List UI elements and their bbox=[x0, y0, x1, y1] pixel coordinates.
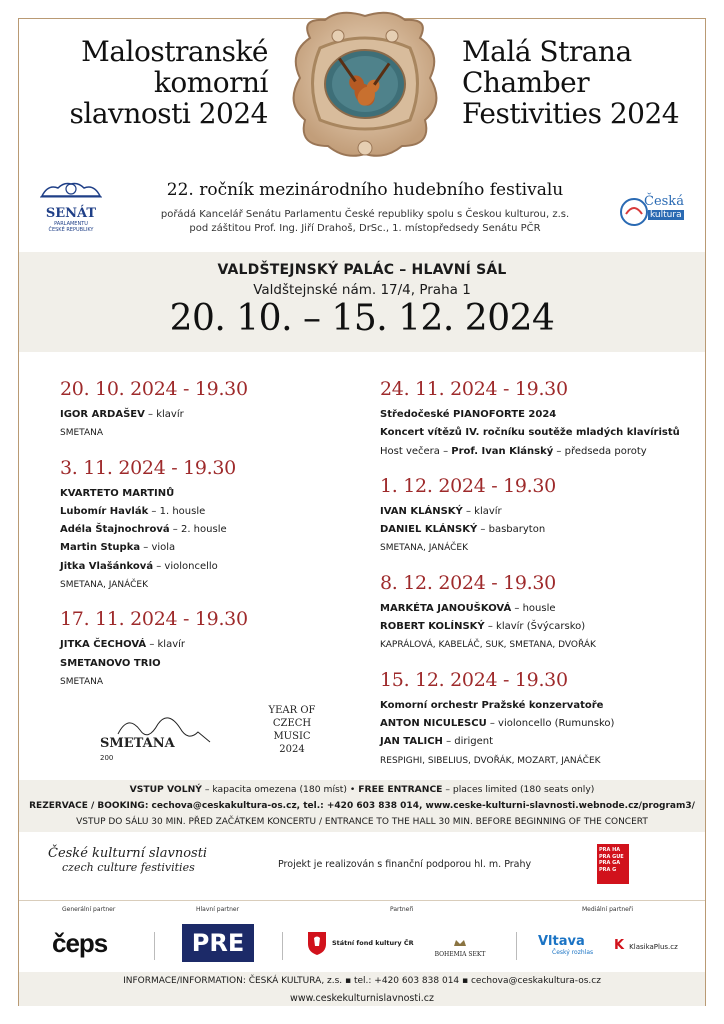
footer-website-link[interactable]: www.ceskekulturnislavnosti.cz bbox=[290, 993, 434, 1004]
concert-composers: SMETANA bbox=[60, 428, 104, 439]
festival-dates: 20. 10. – 15. 12. 2024 bbox=[169, 298, 555, 339]
festival-title-en: Malá Strana Chamber Festivities 2024 bbox=[462, 35, 680, 130]
partner-separator-2 bbox=[282, 932, 283, 960]
concert-performer: Adéla Štajnochrová – 2. housle bbox=[60, 524, 227, 536]
concert-entry bbox=[60, 456, 390, 595]
smetana-word: SMETANA bbox=[100, 736, 175, 751]
partner-separator-1 bbox=[154, 932, 155, 960]
partners-divider bbox=[19, 900, 705, 901]
klasika-mark-icon: K bbox=[614, 938, 625, 953]
smetana-200-logo bbox=[88, 712, 218, 770]
concert-date: 15. 12. 2024 - 19.30 bbox=[380, 668, 568, 691]
concert-date: 3. 11. 2024 - 19.30 bbox=[60, 456, 236, 479]
bohemia-text: BOHEMIA SEKT bbox=[434, 951, 486, 958]
concert-performer: Jitka Vlašánková – violoncello bbox=[60, 560, 218, 572]
general-partner-label: Generální partner bbox=[62, 906, 116, 913]
concert-entry bbox=[380, 571, 710, 655]
ceska-kultura-logo bbox=[618, 188, 684, 234]
concert-performer: JAN TALICH – dirigent bbox=[380, 736, 494, 748]
shield-icon bbox=[306, 930, 328, 956]
concert-performer: Martin Stupka – viola bbox=[60, 542, 176, 554]
concert-date: 1. 12. 2024 - 19.30 bbox=[380, 474, 556, 497]
praha-logo: PRA HA PRA GUE PRA GA PRA G bbox=[597, 844, 629, 884]
concert-entry bbox=[60, 607, 390, 691]
vltava-sub: Český rozhlas bbox=[552, 949, 594, 956]
senat-word: SENÁT bbox=[45, 206, 97, 221]
concert-date: 24. 11. 2024 - 19.30 bbox=[380, 378, 568, 400]
concert-date: 17. 11. 2024 - 19.30 bbox=[60, 608, 248, 631]
concert-performer: KVARTETO MARTINŮ bbox=[60, 487, 175, 499]
concert-date: 8. 12. 2024 - 19.30 bbox=[380, 571, 556, 594]
venue-name: VALDŠTEJNSKÝ PALÁC – HLAVNÍ SÁL bbox=[217, 262, 507, 278]
entrance-info: VSTUP VOLNÝ – kapacita omezena (180 míst) • FREE ENTRANCE – places limited (180 seats only) bbox=[129, 784, 595, 795]
bohemia-sekt-logo bbox=[432, 932, 488, 958]
concerts-left-column bbox=[60, 377, 390, 704]
pre-logo: PRE bbox=[182, 924, 254, 962]
concert-performer: IVAN KLÁNSKÝ – klavír bbox=[380, 505, 502, 517]
lion-emblem-icon bbox=[34, 178, 108, 200]
concert-performer: IGOR ARDAŠEV – klavír bbox=[60, 409, 184, 420]
year-line-3: MUSIC bbox=[273, 731, 311, 742]
klasikaplus-logo bbox=[614, 934, 678, 953]
ck-word-2: kultura bbox=[650, 210, 682, 220]
concert-performer: Koncert vítězů IV. ročníku soutěže mladých klavíristů bbox=[380, 427, 680, 439]
concert-performer: Host večera – Prof. Ivan Klánský – předseda poroty bbox=[380, 445, 647, 457]
concert-performer: ROBERT KOLÍNSKÝ – klavír (Švýcarsko) bbox=[380, 621, 586, 633]
concert-performer: MARKÉTA JANOUŠKOVÁ – housle bbox=[380, 602, 556, 614]
vltava-text: Vltava bbox=[538, 934, 585, 949]
concert-performer: SMETANOVO TRIO bbox=[60, 657, 161, 669]
senat-logo bbox=[34, 178, 108, 240]
ceps-logo: čeps bbox=[52, 928, 108, 958]
cks-line-1: České kulturní slavnosti bbox=[48, 846, 208, 861]
sfk-logo bbox=[306, 930, 414, 960]
concert-date: 20. 10. 2024 - 19.30 bbox=[60, 378, 248, 400]
concert-composers: SMETANA bbox=[60, 676, 104, 687]
concert-entry bbox=[380, 377, 710, 461]
concert-composers: SMETANA, JANÁČEK bbox=[60, 580, 148, 591]
media-partners-label: Mediální partneři bbox=[582, 906, 633, 913]
senat-sub-2: ČESKÉ REPUBLIKY bbox=[48, 227, 94, 233]
concert-performer: DANIEL KLÁNSKÝ – basbaryton bbox=[380, 524, 546, 536]
concert-performer: Komorní orchestr Pražské konzervatoře bbox=[380, 699, 604, 711]
concert-entry bbox=[380, 474, 710, 558]
partners-label: Partneři bbox=[390, 906, 414, 913]
year-of-czech-music-logo bbox=[252, 704, 332, 768]
smetana-num: 200 bbox=[100, 754, 114, 762]
year-line-2: CZECH bbox=[272, 718, 312, 729]
concert-composers: KAPRÁLOVÁ, KABELÁČ, SUK, SMETANA, DVOŘÁK bbox=[380, 640, 596, 651]
footer-contact: INFORMACE/INFORMATION: ČESKÁ KULTURA, z.s. ▪ tel.: +420 603 838 014 ▪ cechova@ceskakultura-os.cz bbox=[123, 976, 601, 986]
concert-entry bbox=[380, 668, 710, 770]
festival-subtitle: 22. ročník mezinárodního hudebního festivalu bbox=[166, 180, 564, 200]
prague-support-text: Projekt je realizován s finanční podporou hl. m. Prahy bbox=[278, 859, 532, 870]
ceske-kulturni-slavnosti-logo bbox=[48, 846, 218, 886]
main-partner-label: Hlavní partner bbox=[196, 906, 240, 913]
concert-entry bbox=[60, 377, 390, 443]
entrance-time-info: VSTUP DO SÁLU 30 MIN. PŘED ZAČÁTKEM KONCERTU / ENTRANCE TO THE HALL 30 MIN. BEFORE BEGINNING OF THE CONCERT bbox=[76, 817, 648, 827]
concert-composers: SMETANA, JANÁČEK bbox=[380, 543, 468, 554]
concert-performer: Lubomír Havlák – 1. housle bbox=[60, 505, 206, 517]
vltava-logo bbox=[538, 930, 593, 956]
crown-icon bbox=[453, 939, 467, 947]
booking-info: REZERVACE / BOOKING: cechova@ceskakultura-os.cz, tel.: +420 603 838 014, www.ceske-kulturni-slavnosti.webnode.cz/program3/ bbox=[29, 801, 695, 811]
crest-violins-image bbox=[280, 8, 450, 164]
senat-sub-1: PARLAMENTU bbox=[54, 221, 88, 227]
concert-composers: RESPIGHI, SIBELIUS, DVOŘÁK, MOZART, JANÁČEK bbox=[380, 755, 601, 766]
venue-address: Valdštejnské nám. 17/4, Praha 1 bbox=[253, 282, 471, 298]
cks-line-2: czech culture festivities bbox=[62, 861, 195, 874]
concerts-right-column bbox=[380, 377, 710, 783]
concert-performer: ANTON NICULESCU – violoncello (Rumunsko) bbox=[380, 717, 615, 729]
ck-word-1: Česká bbox=[644, 194, 684, 209]
year-line-4: 2024 bbox=[279, 744, 305, 755]
year-line-1: YEAR OF bbox=[268, 705, 316, 716]
festival-title-cz: Malostranské komorní slavnosti 2024 bbox=[69, 35, 268, 130]
partner-separator-3 bbox=[516, 932, 517, 960]
organizer-text: pořádá Kancelář Senátu Parlamentu České republiky spolu s Českou kulturou, z.s. pod záštitou Prof. Ing. Jiří Drahoš, DrSc., 1. místopředsedy Senátu PČR bbox=[160, 209, 570, 234]
klasika-text: KlasikaPlus.cz bbox=[629, 943, 678, 951]
concert-performer: JITKA ČECHOVÁ – klavír bbox=[60, 639, 186, 651]
sfk-text: Státní fond kultury ČR bbox=[332, 939, 414, 947]
concert-performer: Středočeské PIANOFORTE 2024 bbox=[380, 409, 557, 420]
